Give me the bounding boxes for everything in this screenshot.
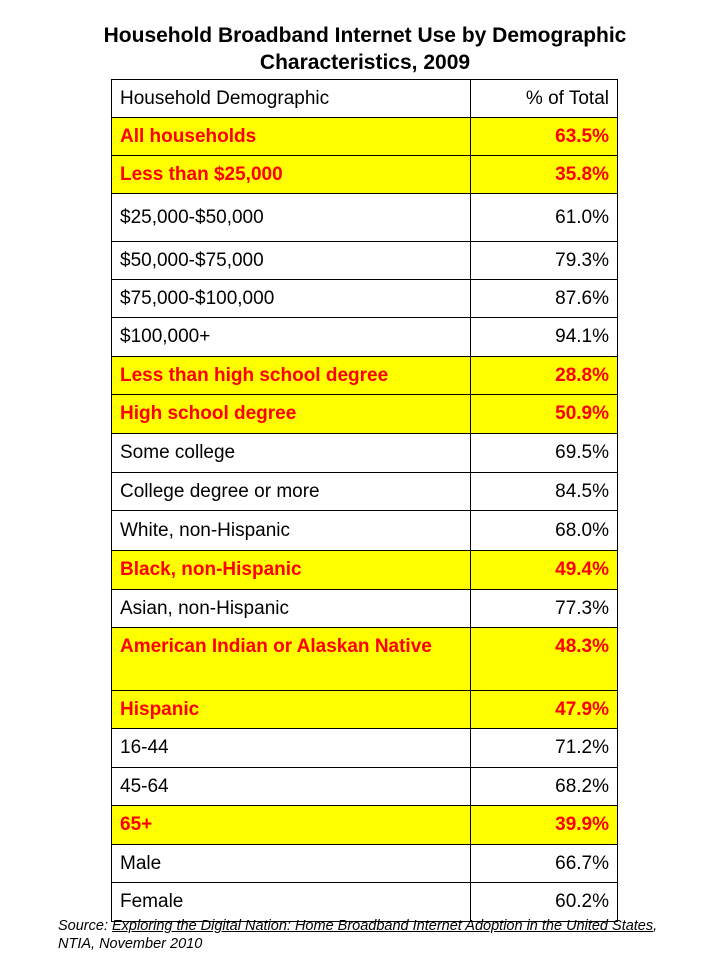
- table-row: [112, 590, 618, 628]
- source-prefix: Source:: [58, 918, 112, 934]
- table-row: [112, 628, 618, 691]
- demographic-label: $25,000-$50,000: [112, 194, 471, 242]
- percent-value: 39.9%: [471, 806, 618, 845]
- demographic-label: College degree or more: [112, 473, 471, 511]
- percent-value: 71.2%: [471, 729, 618, 768]
- percent-value: 28.8%: [471, 357, 618, 395]
- percent-value: 49.4%: [471, 551, 618, 590]
- demographics-table: [111, 79, 618, 922]
- percent-value: 61.0%: [471, 194, 618, 242]
- table-row: [112, 883, 618, 922]
- demographic-label: 45-64: [112, 768, 471, 806]
- demographic-label: Female: [112, 883, 471, 922]
- table-row: [112, 473, 618, 511]
- percent-value: 63.5%: [471, 118, 618, 156]
- demographic-label: $50,000-$75,000: [112, 242, 471, 280]
- percent-value: 77.3%: [471, 590, 618, 628]
- table-row: [112, 768, 618, 806]
- demographic-label: White, non-Hispanic: [112, 511, 471, 551]
- percent-value: 68.0%: [471, 511, 618, 551]
- demographic-label: $100,000+: [112, 318, 471, 357]
- table-row: [112, 280, 618, 318]
- demographic-label: 16-44: [112, 729, 471, 768]
- table-row: [112, 118, 618, 156]
- table-row: [112, 511, 618, 551]
- table-row: [112, 242, 618, 280]
- source-note: [58, 917, 670, 953]
- percent-value: 48.3%: [471, 628, 618, 691]
- table-row: [112, 845, 618, 883]
- header-demographic: Household Demographic: [112, 80, 471, 118]
- demographic-label: 65+: [112, 806, 471, 845]
- table-row: [112, 194, 618, 242]
- percent-value: 79.3%: [471, 242, 618, 280]
- percent-value: 69.5%: [471, 434, 618, 473]
- title-line-1: Household Broadband Internet Use by Demographic: [103, 24, 627, 47]
- demographic-label: $75,000-$100,000: [112, 280, 471, 318]
- percent-value: 35.8%: [471, 156, 618, 194]
- table-row: [112, 551, 618, 590]
- percent-value: 87.6%: [471, 280, 618, 318]
- percent-value: 50.9%: [471, 395, 618, 434]
- percent-value: 66.7%: [471, 845, 618, 883]
- demographic-label: Black, non-Hispanic: [112, 551, 471, 590]
- table-row: [112, 395, 618, 434]
- demographic-label: American Indian or Alaskan Native: [112, 628, 471, 691]
- page-title: [40, 22, 690, 76]
- demographic-label: High school degree: [112, 395, 471, 434]
- table-row: [112, 156, 618, 194]
- source-suffix: , NTIA, November 2010: [58, 918, 658, 952]
- table-row: [112, 434, 618, 473]
- source-link[interactable]: Exploring the Digital Nation: Home Broadband Internet Adoption in the United States: [112, 918, 654, 934]
- percent-value: 68.2%: [471, 768, 618, 806]
- percent-value: 60.2%: [471, 883, 618, 922]
- percent-value: 84.5%: [471, 473, 618, 511]
- table-header-row: [112, 80, 618, 118]
- demographic-label: Less than high school degree: [112, 357, 471, 395]
- table-row: [112, 318, 618, 357]
- title-line-2: Characteristics, 2009: [259, 51, 471, 74]
- header-percent: % of Total: [471, 80, 618, 118]
- table-row: [112, 357, 618, 395]
- table-row: [112, 691, 618, 729]
- demographic-label: Male: [112, 845, 471, 883]
- demographic-label: Asian, non-Hispanic: [112, 590, 471, 628]
- demographic-label: Hispanic: [112, 691, 471, 729]
- table-row: [112, 806, 618, 845]
- demographic-label: Less than $25,000: [112, 156, 471, 194]
- percent-value: 47.9%: [471, 691, 618, 729]
- demographic-label: Some college: [112, 434, 471, 473]
- table-row: [112, 729, 618, 768]
- demographic-label: All households: [112, 118, 471, 156]
- percent-value: 94.1%: [471, 318, 618, 357]
